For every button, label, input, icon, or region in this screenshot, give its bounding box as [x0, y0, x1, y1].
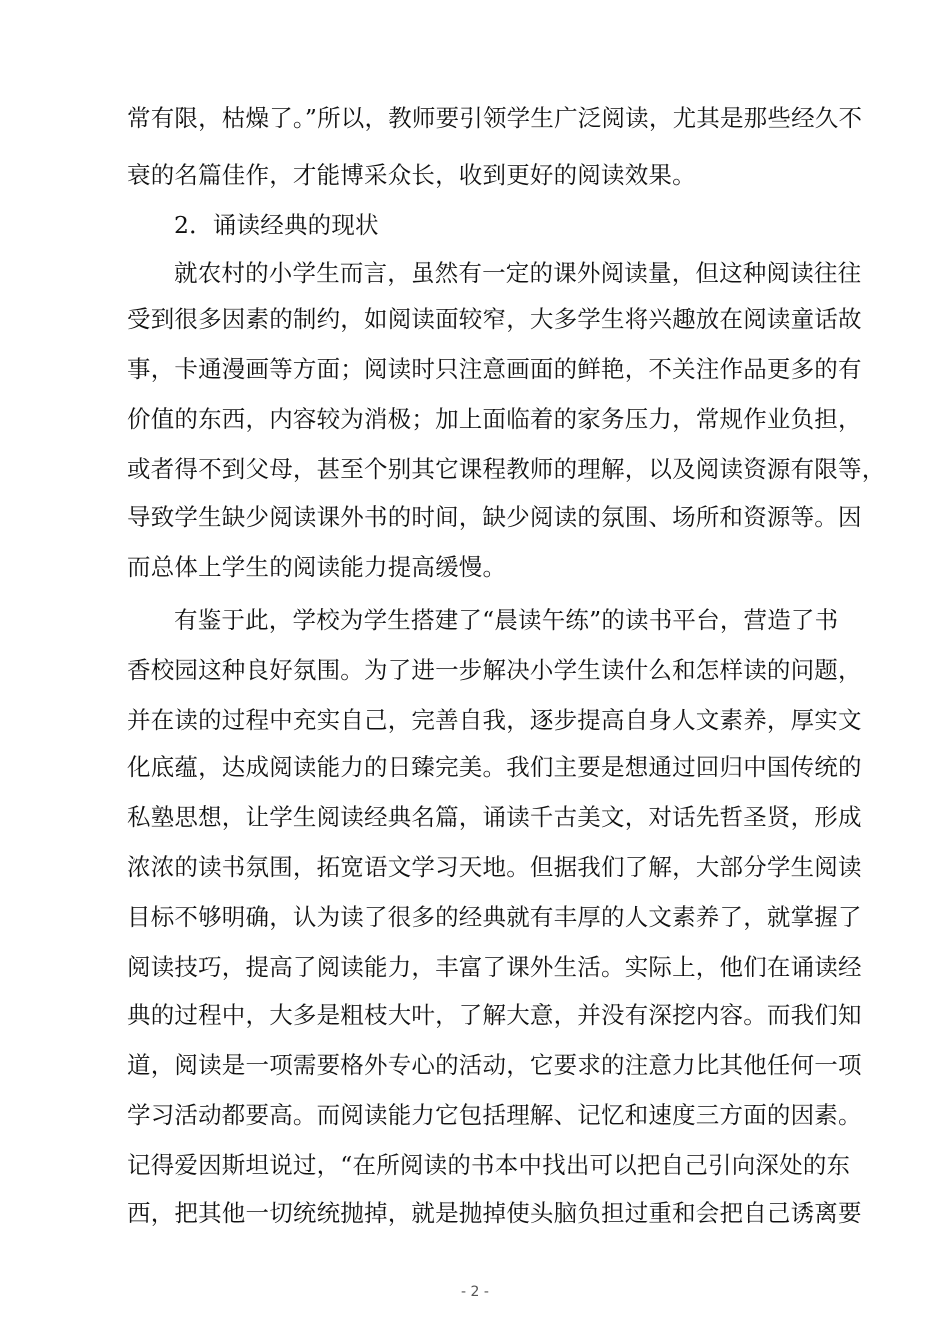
text-line: 有鉴于此，学校为学生搭建了“晨读午练”的读书平台，营造了书 — [174, 606, 839, 634]
text-line: 记得爱因斯坦说过，“在所阅读的书本中找出可以把自己引向深处的东 — [127, 1151, 851, 1179]
text-line: 道，阅读是一项需要格外专心的活动，它要求的注意力比其他任何一项 — [127, 1051, 862, 1079]
text-line: 事，卡通漫画等方面；阅读时只注意画面的鲜艳，不关注作品更多的有 — [127, 355, 862, 383]
text-line: 阅读技巧，提高了阅读能力，丰富了课外生活。实际上，他们在诵读经 — [127, 953, 862, 981]
text-line: 私塾思想，让学生阅读经典名篇，诵读千古美文，对话先哲圣贤，形成 — [127, 803, 862, 831]
text-line: 目标不够明确，认为读了很多的经典就有丰厚的人文素养了，就掌握了 — [127, 903, 862, 931]
text-line: 而总体上学生的阅读能力提高缓慢。 — [127, 553, 507, 581]
text-line: 并在读的过程中充实自己，完善自我，逐步提高自身人文素养，厚实文 — [127, 706, 862, 734]
text-line: 典的过程中，大多是粗枝大叶，了解大意，并没有深挖内容。而我们知 — [127, 1001, 862, 1029]
text-line: 西，把其他一切统统抛掉，就是抛掉使头脑负担过重和会把自己诱离要 — [127, 1199, 862, 1227]
text-line: 浓浓的读书氛围，拓宽语文学习天地。但据我们了解，大部分学生阅读 — [127, 853, 862, 881]
text-line: 价值的东西，内容较为消极；加上面临着的家务压力，常规作业负担， — [127, 405, 862, 433]
text-line: 受到很多因素的制约，如阅读面较窄，大多学生将兴趣放在阅读童话故 — [127, 305, 862, 333]
text-line: 化底蕴，达成阅读能力的日臻完美。我们主要是想通过回归中国传统的 — [127, 753, 862, 781]
text-line: 学习活动都要高。而阅读能力它包括理解、记忆和速度三方面的因素。 — [127, 1101, 862, 1129]
text-line: 导致学生缺少阅读课外书的时间，缺少阅读的氛围、场所和资源等。因 — [127, 503, 862, 531]
page-number: - 2 - — [461, 1284, 489, 1300]
text-line: 就农村的小学生而言，虽然有一定的课外阅读量，但这种阅读往往 — [174, 259, 862, 287]
text-line: 常有限，枯燥了。”所以，教师要引领学生广泛阅读，尤其是那些经久不 — [127, 104, 863, 132]
text-line: 香校园这种良好氛围。为了进一步解决小学生读什么和怎样读的问题， — [127, 656, 862, 684]
text-line: 衰的名篇佳作，才能博采众长，收到更好的阅读效果。 — [127, 161, 696, 189]
text-line: 或者得不到父母，甚至个别其它课程教师的理解，以及阅读资源有限等， — [127, 455, 886, 483]
section-heading: 2．诵读经典的现状 — [174, 211, 379, 239]
